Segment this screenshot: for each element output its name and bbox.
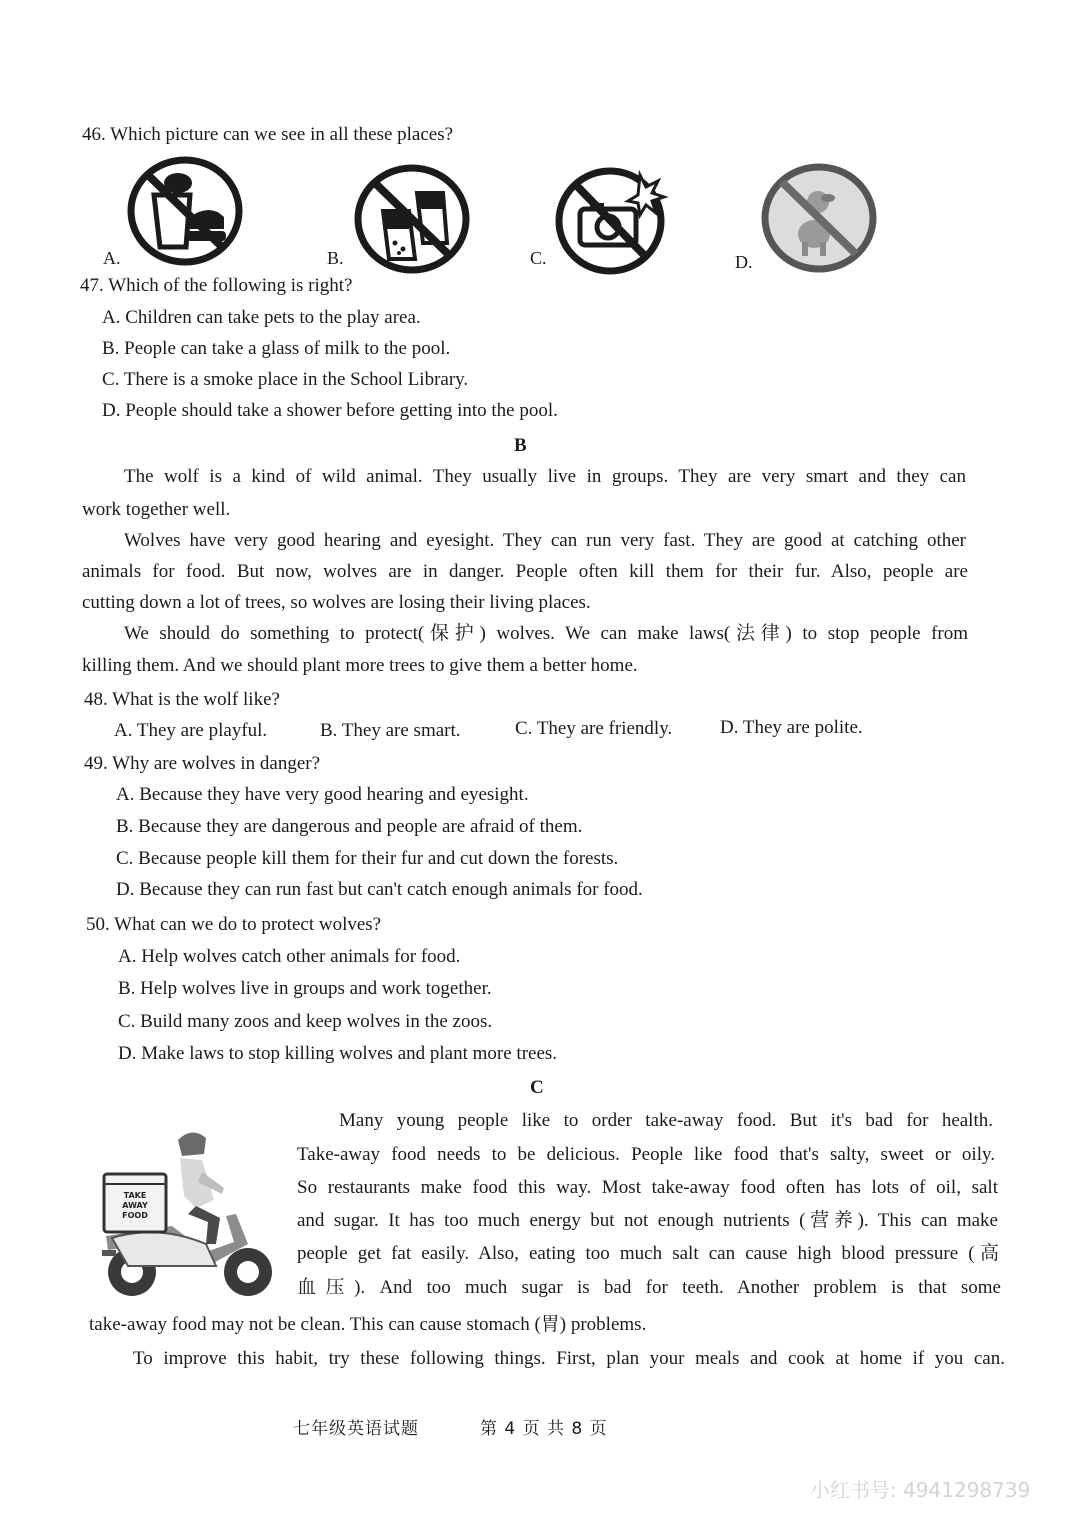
section-c-line1: Many young people like to order take-away food. But it's bad for health. (339, 1110, 993, 1131)
q46-option-b-letter: B. (327, 248, 344, 268)
section-c-line8: To improve this habit, try these following things. First, plan your meals and cook at home if you can. (133, 1348, 1005, 1369)
section-b-para2-line1: Wolves have very good hearing and eyesight. They can run very fast. They are good at catching other (124, 530, 966, 551)
q47-option-a: A. Children can take pets to the play area. (102, 307, 421, 328)
q49-question: 49. Why are wolves in danger? (84, 753, 321, 774)
q49-option-c: C. Because people kill them for their fur and cut down the forests. (116, 848, 619, 869)
section-c-line7: take-away food may not be clean. This can cause stomach (胃) problems. (89, 1314, 647, 1335)
q50-option-a: A. Help wolves catch other animals for food. (118, 946, 461, 967)
q47-option-d: D. People should take a shower before getting into the pool. (102, 400, 558, 421)
q49-option-a: A. Because they have very good hearing and eyesight. (116, 784, 529, 805)
watermark-text: 小红书号: 4941298739 (810, 1478, 1031, 1502)
q46-question: 46. Which picture can we see in all these places? (82, 124, 454, 145)
q50-option-b: B. Help wolves live in groups and work together. (118, 978, 492, 999)
q49-option-d: D. Because they can run fast but can't catch enough animals for food. (116, 879, 643, 900)
q47-option-c: C. There is a smoke place in the School Library. (102, 369, 469, 390)
no-flash-photography-icon (554, 165, 672, 277)
q47-question: 47. Which of the following is right? (80, 275, 353, 296)
section-c-heading: C (530, 1077, 544, 1098)
delivery-scooter-illustration (98, 1126, 278, 1302)
no-food-drink-icon (126, 155, 244, 267)
section-b-para1-line2: work together well. (82, 499, 231, 520)
no-pets-icon (760, 162, 878, 274)
section-c-line4: and sugar. It has too much energy but not enough nutrients (营养). This can make (297, 1210, 998, 1231)
box-label-take: TAKE (123, 1191, 147, 1200)
footer-page-number: 第 4 页 共 8 页 (480, 1419, 608, 1439)
q48-question: 48. What is the wolf like? (84, 689, 280, 710)
box-label-away: AWAY (122, 1201, 148, 1210)
q50-option-c: C. Build many zoos and keep wolves in the zoos. (118, 1011, 493, 1032)
section-c-line2: Take-away food needs to be delicious. People like food that's salty, sweet or oily. (297, 1144, 995, 1165)
section-b-para2-line2: animals for food. But now, wolves are in danger. People often kill them for their fur. Also, people are (82, 561, 968, 582)
q48-option-b: B. They are smart. (320, 720, 461, 741)
q49-option-b: B. Because they are dangerous and people are afraid of them. (116, 816, 583, 837)
q48-option-d: D. They are polite. (720, 717, 863, 738)
q46-option-a-letter: A. (103, 248, 121, 268)
section-b-para2-line3: cutting down a lot of trees, so wolves are losing their living places. (82, 592, 591, 613)
section-c-line5: people get fat easily. Also, eating too much salt can cause high blood pressure (高 (297, 1243, 999, 1264)
section-c-line6: 血压). And too much sugar is bad for teeth. Another problem is that some (297, 1277, 1001, 1298)
box-label-food: FOOD (122, 1211, 148, 1220)
q48-option-a: A. They are playful. (114, 720, 268, 741)
section-c-line3: So restaurants make food this way. Most take-away food often has lots of oil, salt (297, 1177, 998, 1198)
q46-option-c-letter: C. (530, 248, 547, 268)
section-b-heading: B (514, 435, 527, 456)
section-b-para1-line1: The wolf is a kind of wild animal. They usually live in groups. They are very smart and they can (124, 466, 966, 487)
no-slippers-icon (353, 163, 471, 275)
q50-option-d: D. Make laws to stop killing wolves and plant more trees. (118, 1043, 558, 1064)
section-b-para3-line2: killing them. And we should plant more trees to give them a better home. (82, 655, 638, 676)
section-b-para3-line1: We should do something to protect(保护) wolves. We can make laws(法律) to stop people from (124, 623, 968, 644)
q47-option-b: B. People can take a glass of milk to the pool. (102, 338, 451, 359)
footer-subject: 七年级英语试题 (293, 1419, 419, 1439)
q48-option-c: C. They are friendly. (515, 718, 673, 739)
q50-question: 50. What can we do to protect wolves? (86, 914, 382, 935)
q46-option-d-letter: D. (735, 252, 753, 272)
